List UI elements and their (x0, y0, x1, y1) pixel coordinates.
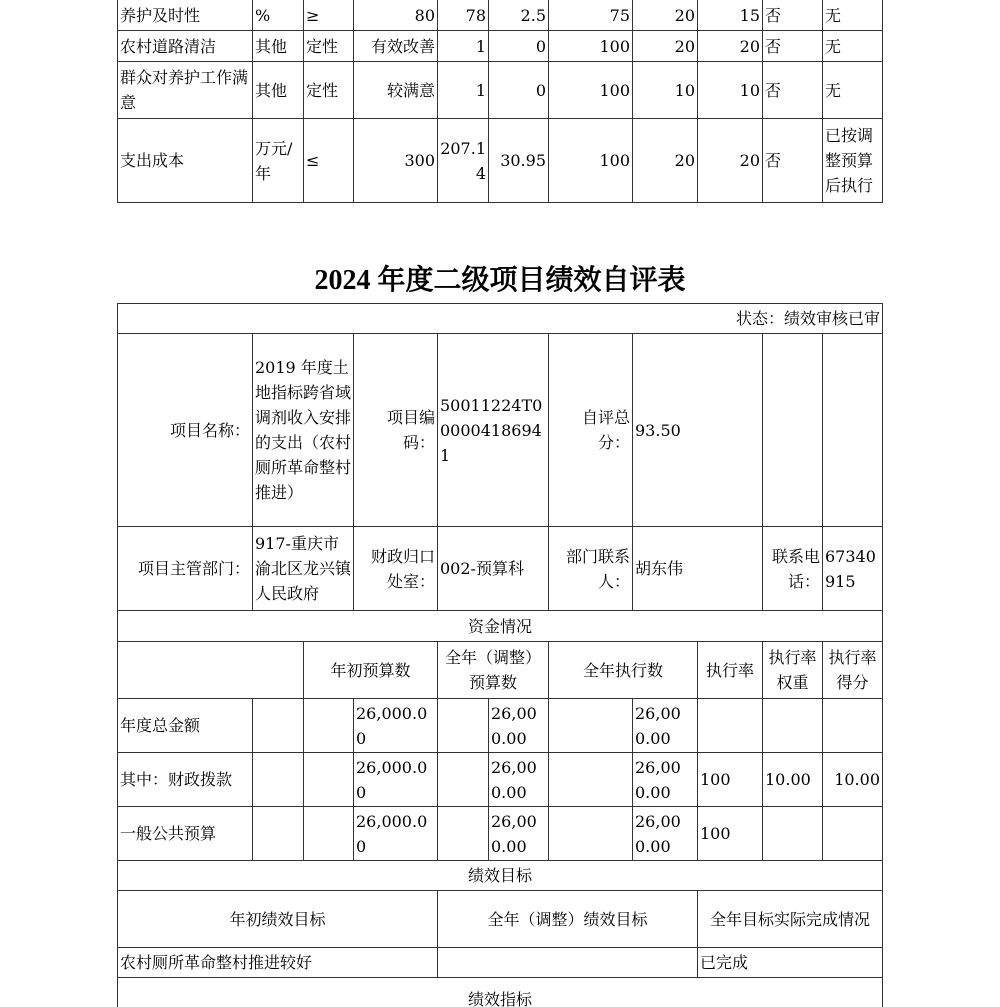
indicator-cell (252, 30, 304, 62)
indicator-cell-text: % (255, 5, 271, 25)
indicator-cell (252, 118, 304, 203)
execution-rate (697, 806, 763, 861)
phone-label (762, 526, 823, 611)
indicator-cell (697, 61, 763, 119)
execution-rate (697, 698, 763, 753)
indicator-cell-text: 75 (609, 5, 630, 25)
indicator-cell (353, 30, 438, 62)
funds-column-header (822, 641, 883, 699)
adjusted-budget (488, 806, 549, 861)
execution-rate (697, 752, 763, 807)
indicator-cell-text: 否 (765, 80, 782, 100)
status-text-text: 状态：绩效审核已审 (735, 309, 880, 328)
indicators-section-header-text: 绩效指标 (467, 989, 532, 1007)
indicator-cell (822, 118, 883, 203)
phone-value-text: 67340915 (825, 546, 876, 591)
indicator-cell-text: 已按调整预算后执行 (825, 126, 874, 195)
initial-budget (353, 752, 438, 807)
finance-value (437, 526, 549, 611)
indicator-cell (117, 118, 253, 203)
executed-amount (632, 698, 698, 753)
indicator-cell (117, 30, 253, 62)
goals-column-header-text: 年初绩效目标 (229, 909, 326, 929)
phone-label-text: 联系电话： (771, 546, 820, 591)
phone-value (822, 526, 883, 611)
indicator-cell-text: 10 (674, 80, 695, 100)
score-value-text: 93.50 (635, 420, 681, 440)
blank-cell (548, 698, 633, 753)
indicator-cell-text: 否 (765, 36, 782, 56)
blank-cell (252, 698, 304, 753)
initial-budget-text: 26,000.00 (356, 811, 428, 856)
indicator-cell-text: 100 (599, 80, 630, 100)
indicator-cell-text: 1 (475, 36, 486, 56)
rate-score-text: 10.00 (834, 770, 880, 789)
indicator-cell-text: 无 (825, 80, 842, 100)
indicator-cell (437, 0, 489, 31)
indicator-cell (437, 61, 489, 119)
adjusted-budget (488, 752, 549, 807)
indicator-cell-text: 无 (825, 5, 842, 25)
indicator-cell (117, 61, 253, 119)
indicator-cell (117, 0, 253, 31)
adjusted-budget (488, 698, 549, 753)
indicator-cell-text: 20 (674, 151, 695, 170)
project-code-label-text: 项目编码： (386, 408, 435, 452)
indicator-cell (548, 118, 633, 203)
indicator-cell (252, 61, 304, 119)
indicator-cell-text: 万元/年 (255, 138, 293, 183)
indicator-cell-text: 300 (404, 151, 435, 170)
goals-column-header (697, 890, 883, 948)
indicator-cell (548, 30, 633, 62)
contact-value (632, 526, 763, 611)
project-code-value-text: 50011224T000004186941 (440, 395, 543, 465)
blank-cell (548, 752, 633, 807)
indicator-cell (762, 0, 823, 31)
rate-score (822, 752, 883, 807)
blank-cell (437, 752, 489, 807)
indicator-cell (488, 61, 549, 119)
blank-cell (303, 806, 354, 861)
indicator-cell-text: 0 (535, 80, 546, 100)
goals-section-header (117, 860, 883, 891)
indicator-cell (488, 118, 549, 203)
goal-cell-text: 农村厕所革命整村推进较好 (120, 953, 313, 972)
indicator-cell-text: 20 (739, 36, 760, 56)
indicator-cell-text: 1 (475, 80, 486, 100)
indicator-cell (303, 118, 354, 203)
funds-column-header-text: 执行率 (705, 660, 754, 680)
finance-label (353, 526, 438, 611)
initial-budget (353, 806, 438, 861)
goal-cell (697, 947, 883, 978)
indicator-cell-text: 其他 (255, 80, 288, 100)
funds-column-header-text: 全年（调整）预算数 (444, 648, 541, 692)
blank-cell (762, 333, 823, 527)
goals-column-header (117, 890, 438, 948)
goals-column-header (437, 890, 698, 948)
indicator-cell-text: 20 (739, 151, 760, 170)
funds-row-label-text: 其中：财政拨款 (120, 770, 233, 789)
indicator-cell-text: 100 (599, 36, 630, 56)
indicator-cell-text: 20 (674, 36, 695, 56)
page-title: 2024 年度二级项目绩效自评表 (314, 265, 686, 296)
funds-column-header-text: 执行率权重 (768, 648, 817, 692)
rate-weight-text: 10.00 (765, 770, 811, 789)
indicator-cell-text: 定性 (306, 80, 339, 100)
blank-cell (437, 806, 489, 861)
indicator-cell (488, 0, 549, 31)
blank-cell (303, 698, 354, 753)
rate-weight (762, 806, 823, 861)
rate-score (822, 806, 883, 861)
indicator-cell (437, 30, 489, 62)
funds-column-header-text: 年初预算数 (330, 660, 411, 680)
indicator-cell-text: 0 (535, 36, 546, 56)
indicator-cell (548, 0, 633, 31)
indicator-cell (353, 61, 438, 119)
finance-label-text: 财政归口处室： (370, 546, 435, 591)
indicator-cell (303, 30, 354, 62)
indicator-cell-text: 养护及时性 (120, 5, 201, 25)
indicator-cell (548, 61, 633, 119)
indicator-cell (353, 0, 438, 31)
indicator-cell (632, 61, 698, 119)
indicator-cell (697, 30, 763, 62)
goal-cell (437, 947, 698, 978)
indicator-cell (762, 118, 823, 203)
initial-budget (353, 698, 438, 753)
indicator-cell (822, 30, 883, 62)
project-name-label-text: 项目名称： (169, 420, 250, 440)
blank-cell (548, 806, 633, 861)
initial-budget-text: 26,000.00 (356, 703, 428, 748)
indicator-cell-text: 10 (739, 80, 760, 100)
blank-cell (822, 333, 883, 527)
indicator-cell (632, 30, 698, 62)
indicator-cell (437, 118, 489, 203)
indicator-cell-text: 群众对养护工作满意 (120, 68, 249, 112)
indicator-cell-text: 否 (765, 151, 782, 170)
indicator-cell (303, 0, 354, 31)
project-name-value (252, 333, 354, 527)
goal-cell-text: 已完成 (700, 953, 749, 972)
indicator-cell (252, 0, 304, 31)
score-value (632, 333, 763, 527)
dept-value (252, 526, 354, 611)
dept-value-text: 917-重庆市渝北区龙兴镇人民政府 (255, 534, 352, 603)
indicator-cell-text: 其他 (255, 36, 288, 56)
goals-column-header-text: 全年目标实际完成情况 (709, 909, 870, 929)
blank-cell (117, 641, 304, 699)
indicator-cell-text: 定性 (306, 36, 339, 56)
executed-amount-text: 26,000.00 (635, 811, 681, 856)
indicator-cell (632, 118, 698, 203)
funds-column-header (548, 641, 698, 699)
adjusted-budget-text: 26,000.00 (491, 811, 537, 856)
funds-row-label (117, 806, 253, 861)
goals-section-header-text: 绩效目标 (467, 866, 532, 885)
rate-weight (762, 698, 823, 753)
blank-cell (437, 698, 489, 753)
executed-amount-text: 26,000.00 (635, 703, 681, 748)
goal-cell (117, 947, 438, 978)
status-text (117, 303, 883, 334)
indicators-section-header (117, 977, 883, 1007)
blank-cell (252, 752, 304, 807)
indicator-cell (353, 118, 438, 203)
indicator-cell-text: 100 (599, 151, 630, 170)
contact-label (548, 526, 633, 611)
indicator-cell (632, 0, 698, 31)
indicator-cell-text: ≥ (306, 5, 320, 25)
indicator-cell-text: 15 (739, 5, 760, 25)
indicator-cell (697, 118, 763, 203)
indicator-cell-text: ≤ (306, 151, 320, 170)
indicator-cell-text: 无 (825, 36, 842, 56)
funds-column-header (437, 641, 549, 699)
indicator-cell (488, 30, 549, 62)
project-code-label (353, 333, 438, 527)
indicator-cell (822, 0, 883, 31)
funds-column-header (697, 641, 763, 699)
indicator-cell-text: 2.5 (520, 5, 546, 25)
rate-score (822, 698, 883, 753)
execution-rate-text: 100 (700, 824, 731, 843)
blank-cell (252, 806, 304, 861)
project-name-label (117, 333, 253, 527)
indicator-cell (303, 61, 354, 119)
indicator-cell (762, 30, 823, 62)
funds-row-label (117, 698, 253, 753)
funds-section-header-text: 资金情况 (467, 616, 532, 636)
funds-row-label-text: 年度总金额 (120, 716, 201, 735)
executed-amount (632, 752, 698, 807)
rate-weight (762, 752, 823, 807)
funds-column-header (762, 641, 823, 699)
project-code-value (437, 333, 549, 527)
finance-value-text: 002-预算科 (440, 559, 524, 578)
funds-column-header (303, 641, 438, 699)
funds-row-label-text: 一般公共预算 (120, 824, 217, 843)
initial-budget-text: 26,000.00 (356, 757, 428, 802)
executed-amount-text: 26,000.00 (635, 757, 681, 802)
executed-amount (632, 806, 698, 861)
project-name-value-text: 2019 年度土地指标跨省域调剂收入安排的支出（农村厕所革命整村推进） (255, 358, 352, 502)
indicator-cell-text: 农村道路清洁 (120, 36, 217, 56)
indicator-cell (762, 61, 823, 119)
blank-cell (303, 752, 354, 807)
funds-section-header (117, 610, 883, 642)
contact-value-text: 胡东伟 (635, 559, 684, 578)
score-label-text: 自评总分： (581, 408, 630, 452)
indicator-cell-text: 20 (674, 5, 695, 25)
indicator-cell-text: 否 (765, 5, 782, 25)
indicator-cell-text: 207.14 (440, 138, 486, 183)
adjusted-budget-text: 26,000.00 (491, 703, 537, 748)
dept-label (117, 526, 253, 611)
indicator-cell-text: 30.95 (500, 151, 546, 170)
funds-column-header-text: 执行率得分 (828, 648, 877, 692)
indicator-cell-text: 78 (465, 5, 486, 25)
indicator-cell-text: 较满意 (386, 80, 435, 100)
indicator-cell (822, 61, 883, 119)
dept-label-text: 项目主管部门： (137, 559, 250, 578)
score-label (548, 333, 633, 527)
indicator-cell (697, 0, 763, 31)
execution-rate-text: 100 (700, 770, 731, 789)
indicator-cell-text: 80 (414, 5, 435, 25)
funds-row-label (117, 752, 253, 807)
contact-label-text: 部门联系人： (565, 546, 630, 591)
indicator-cell-text: 有效改善 (370, 36, 435, 56)
indicator-cell-text: 支出成本 (120, 151, 185, 170)
adjusted-budget-text: 26,000.00 (491, 757, 537, 802)
funds-column-header-text: 全年执行数 (582, 660, 663, 680)
goals-column-header-text: 全年（调整）绩效目标 (487, 909, 648, 929)
